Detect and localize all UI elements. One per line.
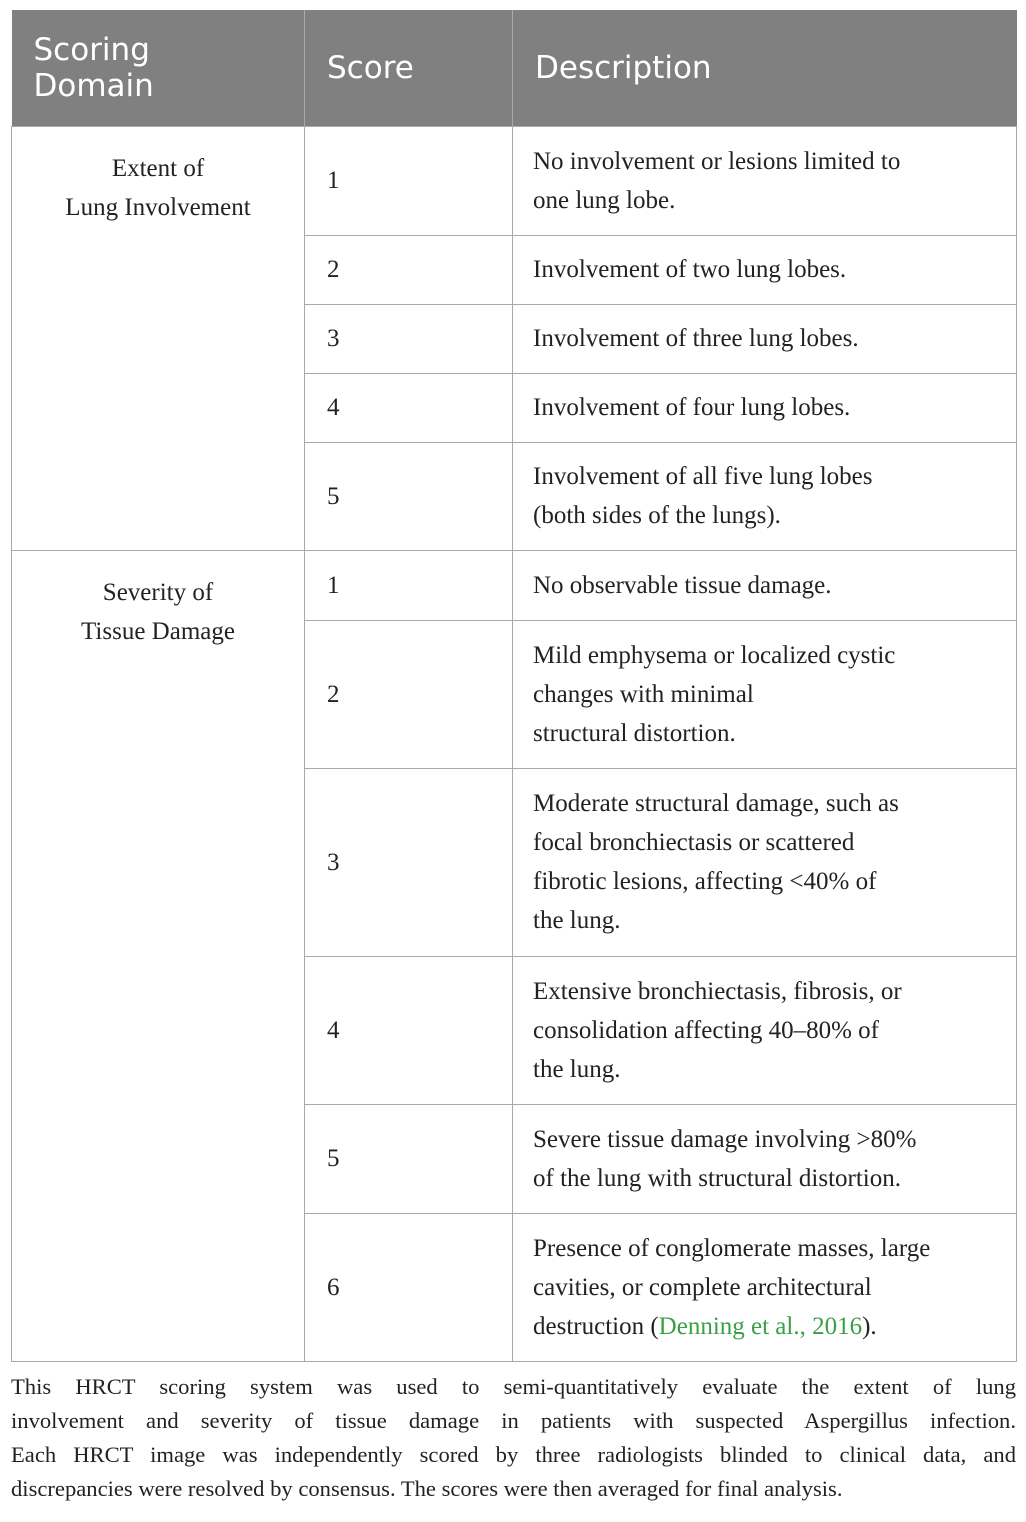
- description-cell: [513, 550, 1017, 620]
- score-cell: 6: [305, 1213, 513, 1361]
- description-line: fibrotic lesions, affecting <40% of: [533, 868, 877, 895]
- description-line: Extensive bronchiectasis, fibrosis, or: [533, 977, 902, 1005]
- header-scoring-domain-line-1: Scoring: [33, 31, 150, 68]
- description-line: changes with minimal: [533, 680, 754, 708]
- description-line: structural distortion.: [533, 719, 736, 747]
- description-cell: [513, 442, 1017, 550]
- header-scoring-domain: [12, 10, 305, 126]
- score-cell: 5: [305, 442, 513, 550]
- table-footnote: [11, 1370, 1016, 1506]
- header-scoring-domain-line-2: Domain: [33, 67, 154, 104]
- citation-link[interactable]: Denning et al., 2016: [658, 1312, 863, 1340]
- description-cell: [513, 304, 1017, 373]
- table-row: [12, 126, 1017, 235]
- description-line: Moderate structural damage, such as: [533, 790, 899, 817]
- description-cell: [513, 768, 1017, 956]
- score-cell: 3: [305, 304, 513, 373]
- header-score: Score: [305, 10, 513, 126]
- description-line: the lung.: [533, 1055, 621, 1083]
- description-line: Presence of conglomerate masses, large: [533, 1234, 931, 1262]
- description-line: of the lung with structural distortion.: [533, 1164, 902, 1192]
- domain-severity-line-2: Tissue Damage: [81, 617, 235, 645]
- description-line: No involvement or lesions limited to: [533, 147, 901, 175]
- domain-severity-line-1: Severity of: [102, 578, 214, 606]
- description-line: Involvement of four lung lobes.: [533, 394, 851, 421]
- description-line: (both sides of the lungs).: [533, 502, 781, 529]
- description-line: Mild emphysema or localized cystic: [533, 641, 896, 669]
- description-cell: [513, 620, 1017, 768]
- description-line: focal bronchiectasis or scattered: [533, 829, 855, 856]
- description-line: No observable tissue damage.: [533, 571, 832, 599]
- score-cell: 2: [305, 235, 513, 304]
- score-cell: 4: [305, 956, 513, 1104]
- description-line: Involvement of three lung lobes.: [533, 325, 859, 352]
- description-line: the lung.: [533, 907, 621, 934]
- footnote-line: involvement and severity of tissue damage in patients with suspected Aspergillus infection.: [11, 1408, 1016, 1433]
- scoring-table-container: [11, 10, 1016, 1362]
- score-cell: 4: [305, 373, 513, 442]
- domain-extent-line-1: Extent of: [111, 154, 205, 182]
- footnote-line: discrepancies were resolved by consensus. The scores were then averaged for final analysis.: [11, 1476, 843, 1501]
- description-cell: [513, 373, 1017, 442]
- domain-extent-line-2: Lung Involvement: [65, 193, 251, 221]
- description-line: cavities, or complete architectural: [533, 1273, 872, 1301]
- description-line: destruction (: [533, 1312, 659, 1340]
- score-cell: 2: [305, 620, 513, 768]
- domain-extent-cell: [12, 126, 305, 550]
- domain-severity-cell: [12, 550, 305, 1361]
- description-line-suffix: ).: [862, 1312, 877, 1340]
- table-header-row: [12, 10, 1017, 126]
- description-cell: [513, 956, 1017, 1104]
- description-cell: [513, 1213, 1017, 1361]
- description-line: one lung lobe.: [533, 186, 676, 214]
- header-description: Description: [513, 10, 1017, 126]
- hrct-scoring-table: [11, 10, 1017, 1362]
- description-line: Involvement of all five lung lobes: [533, 463, 873, 490]
- score-cell: 1: [305, 126, 513, 235]
- score-cell: 3: [305, 768, 513, 956]
- description-cell: [513, 126, 1017, 235]
- description-line: Severe tissue damage involving >80%: [533, 1125, 917, 1153]
- score-cell: 5: [305, 1104, 513, 1213]
- description-cell: [513, 235, 1017, 304]
- table-row: [12, 550, 1017, 620]
- footnote-line: Each HRCT image was independently scored by three radiologists blinded to clinical data, and: [11, 1442, 1016, 1467]
- score-cell: 1: [305, 550, 513, 620]
- description-line: Involvement of two lung lobes.: [533, 256, 847, 283]
- description-line: consolidation affecting 40–80% of: [533, 1016, 879, 1044]
- footnote-line: This HRCT scoring system was used to semi-quantitatively evaluate the extent of lung: [11, 1374, 1016, 1399]
- description-cell: [513, 1104, 1017, 1213]
